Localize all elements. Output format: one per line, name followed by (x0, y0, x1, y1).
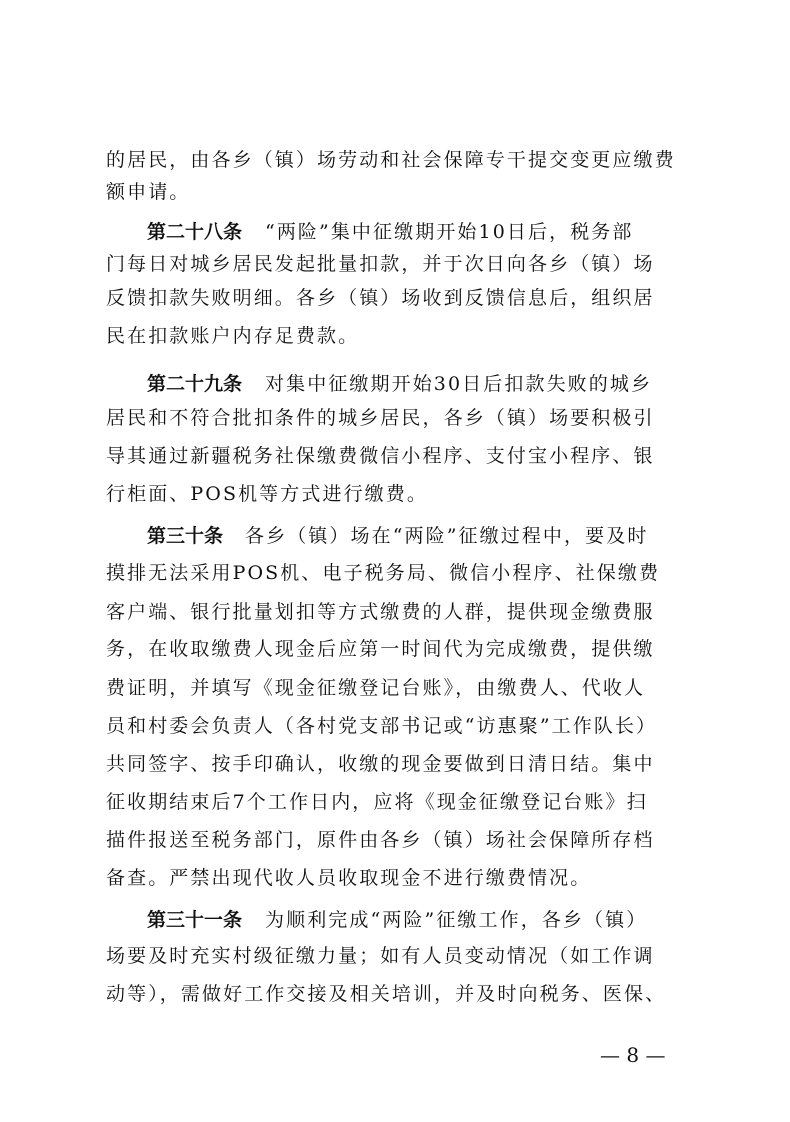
text-line (0, 402, 790, 434)
paragraph-text: 行柜面、POS机等方式进行缴费。 (106, 483, 428, 505)
paragraph-text: 的居民，由各乡（镇）场劳动和社会保障专干提交变更应缴费 (106, 149, 676, 171)
text-line (0, 478, 790, 510)
page-number: — 8 — (600, 1043, 666, 1067)
text-line (0, 633, 790, 665)
text-line (0, 144, 790, 176)
text-line (0, 786, 790, 818)
text-line (0, 216, 790, 248)
text-line (0, 596, 790, 628)
paragraph-text: 备查。严禁出现代收人员收取现金不进行缴费情况。 (106, 867, 592, 889)
paragraph-text: 务，在收取缴费人现金后应第一时间代为完成缴费，提供缴 (106, 638, 655, 660)
text-line (0, 176, 790, 208)
text-line (0, 320, 790, 352)
text-line (0, 672, 790, 704)
text-line (0, 710, 790, 742)
text-line (0, 978, 790, 1010)
paragraph-text: 动等），需做好工作交接及相关培训，并及时向税务、医保、 (106, 983, 667, 1005)
paragraph-text: 各乡（镇）场在“两险”征缴过程中，要及时 (245, 525, 649, 547)
paragraph-text: 费证明，并填写《现金征缴登记台账》，由缴费人、代收人 (106, 677, 646, 699)
text-line (0, 557, 790, 589)
article-heading: 第二十九条 (147, 373, 243, 395)
paragraph-text: 导其通过新疆税务社保缴费微信小程序、支付宝小程序、银 (106, 445, 655, 467)
article-heading: 第二十八条 (147, 221, 243, 243)
paragraph-text: 居民和不符合批扣条件的城乡居民，各乡（镇）场要积极引 (106, 407, 655, 429)
paragraph-text: 场要及时充实村级征缴力量；如有人员变动情况（如工作调 (106, 945, 655, 967)
text-line (0, 368, 790, 400)
text-line (0, 862, 790, 894)
paragraph-text: 员和村委会负责人（各村党支部书记或“访惠聚”工作队长） (106, 715, 658, 737)
text-line (0, 824, 790, 856)
text-line (0, 940, 790, 972)
paragraph-text: 反馈扣款失败明细。各乡（镇）场收到反馈信息后，组织居 (106, 287, 655, 309)
paragraph-text: 描件报送至税务部门，原件由各乡（镇）场社会保障所存档 (106, 829, 655, 851)
paragraph-text: 额申请。 (106, 181, 191, 203)
paragraph-text: “两险”集中征缴期开始10日后，税务部 (265, 221, 634, 243)
article-heading: 第三十条 (147, 525, 224, 547)
text-line (0, 520, 790, 552)
article-heading: 第三十一条 (147, 909, 243, 931)
paragraph-text: 为顺利完成“两险”征缴工作，各乡（镇） (265, 909, 648, 931)
paragraph-text: 摸排无法采用POS机、电子税务局、微信小程序、社保缴费 (106, 562, 661, 584)
paragraph-text: 征收期结束后7个工作日内，应将《现金征缴登记台账》扫 (106, 791, 648, 813)
text-line (0, 904, 790, 936)
paragraph-text: 民在扣款账户内存足费款。 (106, 325, 360, 347)
text-line (0, 440, 790, 472)
text-line (0, 248, 790, 280)
paragraph-text: 共同签字、按手印确认，收缴的现金要做到日清日结。集中 (106, 753, 655, 775)
text-line (0, 748, 790, 780)
paragraph-text: 门每日对城乡居民发起批量扣款，并于次日向各乡（镇）场 (106, 253, 655, 275)
paragraph-text: 客户端、银行批量划扣等方式缴费的人群，提供现金缴费服 (106, 601, 655, 623)
text-line (0, 282, 790, 314)
paragraph-text: 对集中征缴期开始30日后扣款失败的城乡 (265, 373, 653, 395)
